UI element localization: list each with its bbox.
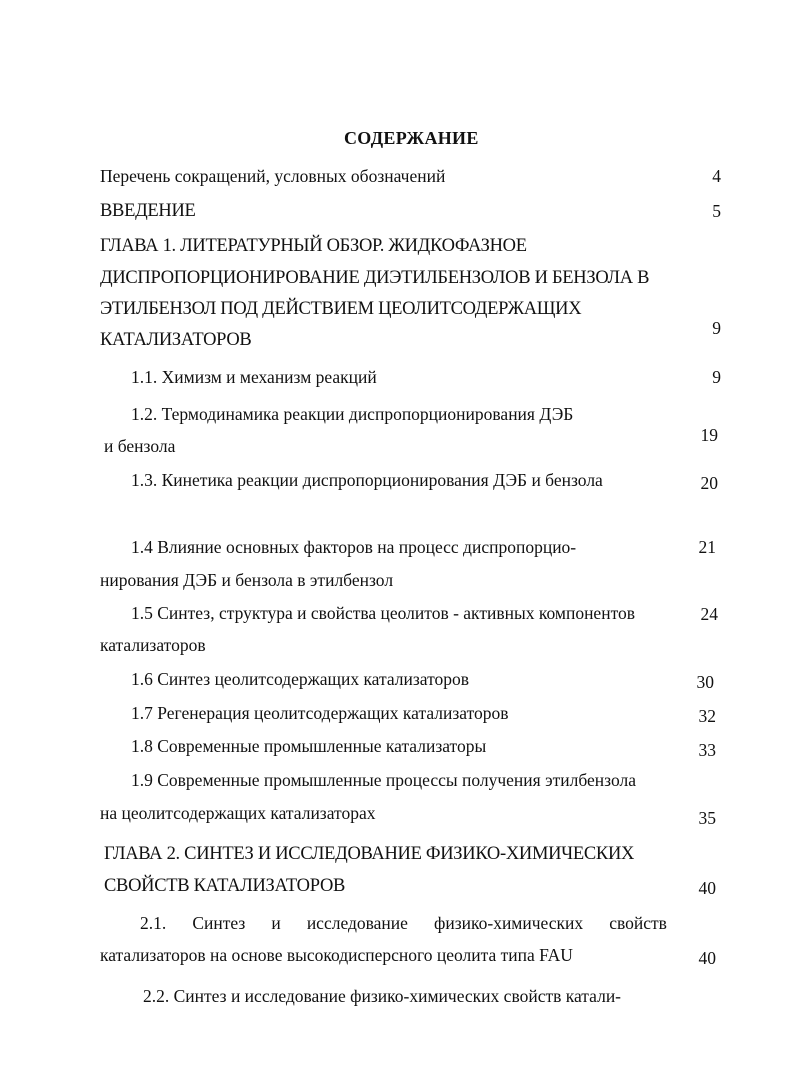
toc-entry-1-9-line2: на цеолитсодержащих катализаторах	[100, 803, 376, 823]
toc-entry-1-7: 1.7 Регенерация цеолитсодержащих катализаторов	[131, 703, 509, 723]
toc-entry-chapter1-line1: ГЛАВА 1. ЛИТЕРАТУРНЫЙ ОБЗОР. ЖИДКОФАЗНОЕ	[100, 236, 527, 256]
toc-entry-1-9-line1: 1.9 Современные промышленные процессы получения этилбензола	[131, 770, 636, 790]
toc-entry-chapter1-line4: КАТАЛИЗАТОРОВ	[100, 330, 252, 350]
toc-entry-chapter1-line3: ЭТИЛБЕНЗОЛ ПОД ДЕЙСТВИЕМ ЦЕОЛИТСОДЕРЖАЩИХ	[100, 299, 582, 319]
toc-entry-chapter1-line2: ДИСПРОПОРЦИОНИРОВАНИЕ ДИЭТИЛБЕНЗОЛОВ И БЕНЗОЛА В	[100, 268, 650, 288]
toc-entry-1-8: 1.8 Современные промышленные катализаторы	[131, 736, 487, 756]
page-number: 30	[696, 672, 714, 692]
page-number: 19	[700, 425, 718, 445]
word: и	[271, 913, 281, 933]
page-number: 5	[712, 201, 721, 221]
word: физико-химических	[434, 913, 584, 933]
toc-entry-introduction: ВВЕДЕНИЕ	[100, 201, 196, 221]
page-number: 24	[700, 604, 718, 624]
page-number: 32	[698, 706, 716, 726]
toc-entry-2-2-line1: 2.2. Синтез и исследование физико-химических свойств катали-	[143, 986, 622, 1006]
toc-entry-chapter2-line2: СВОЙСТВ КАТАЛИЗАТОРОВ	[104, 876, 346, 896]
page-number: 4	[712, 166, 721, 186]
word: исследование	[306, 913, 408, 933]
toc-entry-1-6: 1.6 Синтез цеолитсодержащих катализаторов	[131, 669, 470, 689]
word: 2.1.	[140, 913, 167, 933]
toc-entry-1-2-line2: и бензола	[104, 436, 176, 456]
toc-entry-1-4-line1: 1.4 Влияние основных факторов на процесс диспропорцио-	[131, 537, 577, 557]
toc-entry-1-4-line2: нирования ДЭБ и бензола в этилбензол	[100, 570, 394, 590]
toc-entry-1-5-line2: катализаторов	[100, 635, 206, 655]
toc-entry-chapter2-line1: ГЛАВА 2. СИНТЕЗ И ИССЛЕДОВАНИЕ ФИЗИКО-ХИМИЧЕСКИХ	[104, 844, 635, 864]
word: Синтез	[192, 913, 246, 933]
page-number: 20	[700, 473, 718, 493]
word: свойств	[609, 913, 667, 933]
toc-entry-2-1-line1	[140, 913, 667, 933]
page-number: 9	[712, 367, 721, 387]
page-number: 40	[698, 878, 716, 898]
toc-entry-1-3: 1.3. Кинетика реакции диспропорционирования ДЭБ и бензола	[131, 470, 603, 490]
toc-entry-abbreviations: Перечень сокращений, условных обозначений	[100, 166, 446, 186]
toc-entry-1-2-line1: 1.2. Термодинамика реакции диспропорционирования ДЭБ	[131, 404, 574, 424]
page-title: СОДЕРЖАНИЕ	[344, 128, 479, 148]
page-number: 21	[698, 537, 716, 557]
page-number: 35	[698, 808, 716, 828]
page-number: 40	[698, 948, 716, 968]
page-number: 9	[712, 318, 721, 338]
page-number: 33	[698, 740, 716, 760]
toc-entry-2-1-line2: катализаторов на основе высокодисперсного цеолита типа FAU	[100, 945, 573, 965]
toc-entry-1-1: 1.1. Химизм и механизм реакций	[131, 367, 377, 387]
toc-entry-1-5-line1: 1.5 Синтез, структура и свойства цеолитов - активных компонентов	[131, 603, 635, 623]
